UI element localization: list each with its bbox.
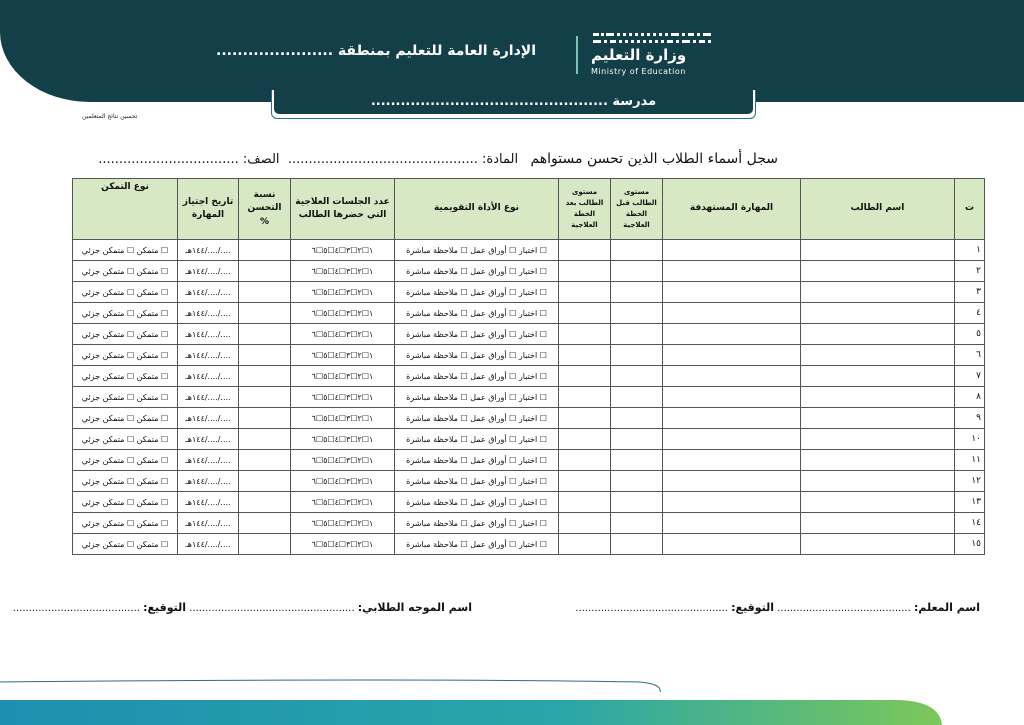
target-skill-cell[interactable] [663, 471, 801, 492]
row-index: ١٥ [955, 534, 985, 555]
sessions-options[interactable]: ١☐٢☐٣☐٤☐٥☐٦ [291, 513, 395, 534]
improvement-rate-cell[interactable] [239, 261, 291, 282]
level-before-cell[interactable] [611, 450, 663, 471]
teacher-name-label: اسم المعلم: [913, 601, 980, 614]
row-index: ١٠ [955, 429, 985, 450]
improvement-rate-cell[interactable] [239, 282, 291, 303]
level-after-cell[interactable] [559, 408, 611, 429]
target-skill-cell[interactable] [663, 366, 801, 387]
education-administration-line: الإدارة العامة للتعليم بمنطقة ...................... [216, 43, 536, 59]
table-row [73, 345, 985, 366]
level-after-cell[interactable] [559, 261, 611, 282]
assessment-tool-options[interactable]: ☐ اختبار ☐ أوراق عمل ☐ ملاحظة مباشرة [395, 261, 559, 282]
mastery-options[interactable]: ☐ متمكن ☐ متمكن جزئي [73, 324, 178, 345]
header-assessment-tool: نوع الأداة التقويمية [395, 179, 559, 240]
logo-english-text: Ministry of Education [591, 67, 686, 76]
sessions-options[interactable]: ١☐٢☐٣☐٤☐٥☐٦ [291, 492, 395, 513]
target-skill-cell[interactable] [663, 345, 801, 366]
table-row [73, 513, 985, 534]
mastery-options[interactable]: ☐ متمكن ☐ متمكن جزئي [73, 345, 178, 366]
advisor-name-label: اسم الموجه الطلابي: [357, 601, 472, 614]
header-mastery-type: نوع التمكن [73, 179, 178, 240]
assessment-tool-options[interactable]: ☐ اختبار ☐ أوراق عمل ☐ ملاحظة مباشرة [395, 534, 559, 555]
side-note: تحسين نتائج المتعلمين [82, 113, 138, 120]
row-index: ٤ [955, 303, 985, 324]
sessions-options[interactable]: ١☐٢☐٣☐٤☐٥☐٦ [291, 261, 395, 282]
advisor-name-line: .................................................... [189, 603, 355, 614]
pass-date-cell: ..../..../١٤٤هـ [178, 324, 239, 345]
assessment-tool-options[interactable]: ☐ اختبار ☐ أوراق عمل ☐ ملاحظة مباشرة [395, 387, 559, 408]
level-after-cell[interactable] [559, 492, 611, 513]
improvement-rate-cell[interactable] [239, 471, 291, 492]
pass-date-cell: ..../..../١٤٤هـ [178, 240, 239, 261]
level-after-cell[interactable] [559, 471, 611, 492]
table-row [73, 492, 985, 513]
mastery-options[interactable]: ☐ متمكن ☐ متمكن جزئي [73, 429, 178, 450]
row-index: ٧ [955, 366, 985, 387]
title-main: سجل أسماء الطلاب الذين تحسن مستواهم [530, 151, 778, 167]
target-skill-cell[interactable] [663, 534, 801, 555]
target-skill-cell[interactable] [663, 492, 801, 513]
assessment-tool-options[interactable]: ☐ اختبار ☐ أوراق عمل ☐ ملاحظة مباشرة [395, 303, 559, 324]
level-before-cell[interactable] [611, 303, 663, 324]
row-index: ١١ [955, 450, 985, 471]
row-index: ٣ [955, 282, 985, 303]
target-skill-cell[interactable] [663, 240, 801, 261]
student-name-cell[interactable] [801, 303, 955, 324]
level-before-cell[interactable] [611, 366, 663, 387]
level-after-cell[interactable] [559, 513, 611, 534]
level-before-cell[interactable] [611, 387, 663, 408]
header-improvement-rate: نسبة التحسن % [239, 179, 291, 240]
student-name-cell[interactable] [801, 429, 955, 450]
mastery-options[interactable]: ☐ متمكن ☐ متمكن جزئي [73, 450, 178, 471]
assessment-tool-options[interactable]: ☐ اختبار ☐ أوراق عمل ☐ ملاحظة مباشرة [395, 471, 559, 492]
row-index: ٩ [955, 408, 985, 429]
teacher-name-line: .......................................... [777, 603, 911, 614]
improvement-rate-cell[interactable] [239, 492, 291, 513]
sessions-options[interactable]: ١☐٢☐٣☐٤☐٥☐٦ [291, 324, 395, 345]
level-before-cell[interactable] [611, 513, 663, 534]
sessions-options[interactable]: ١☐٢☐٣☐٤☐٥☐٦ [291, 303, 395, 324]
student-name-cell[interactable] [801, 534, 955, 555]
sessions-options[interactable]: ١☐٢☐٣☐٤☐٥☐٦ [291, 240, 395, 261]
level-before-cell[interactable] [611, 534, 663, 555]
improvement-rate-cell[interactable] [239, 345, 291, 366]
sessions-options[interactable]: ١☐٢☐٣☐٤☐٥☐٦ [291, 429, 395, 450]
header-level-before: مستوى الطالب قبل الخطة العلاجية [611, 179, 663, 240]
table-row [73, 303, 985, 324]
target-skill-cell[interactable] [663, 429, 801, 450]
level-before-cell[interactable] [611, 492, 663, 513]
sessions-options[interactable]: ١☐٢☐٣☐٤☐٥☐٦ [291, 345, 395, 366]
table-body [73, 240, 985, 555]
student-name-cell[interactable] [801, 513, 955, 534]
level-before-cell[interactable] [611, 408, 663, 429]
row-index: ٥ [955, 324, 985, 345]
student-name-cell[interactable] [801, 492, 955, 513]
assessment-tool-options[interactable]: ☐ اختبار ☐ أوراق عمل ☐ ملاحظة مباشرة [395, 324, 559, 345]
student-name-cell[interactable] [801, 450, 955, 471]
assessment-tool-options[interactable]: ☐ اختبار ☐ أوراق عمل ☐ ملاحظة مباشرة [395, 282, 559, 303]
pass-date-cell: ..../..../١٤٤هـ [178, 429, 239, 450]
pass-date-cell: ..../..../١٤٤هـ [178, 408, 239, 429]
title-subject: المادة: .............................................. [287, 152, 519, 167]
row-index: ١٣ [955, 492, 985, 513]
assessment-tool-options[interactable]: ☐ اختبار ☐ أوراق عمل ☐ ملاحظة مباشرة [395, 513, 559, 534]
assessment-tool-options[interactable]: ☐ اختبار ☐ أوراق عمل ☐ ملاحظة مباشرة [395, 450, 559, 471]
table-row [73, 387, 985, 408]
table-row [73, 240, 985, 261]
table-row [73, 408, 985, 429]
mastery-options[interactable]: ☐ متمكن ☐ متمكن جزئي [73, 534, 178, 555]
student-name-cell[interactable] [801, 345, 955, 366]
table-row [73, 366, 985, 387]
mastery-options[interactable]: ☐ متمكن ☐ متمكن جزئي [73, 513, 178, 534]
assessment-tool-options[interactable]: ☐ اختبار ☐ أوراق عمل ☐ ملاحظة مباشرة [395, 429, 559, 450]
level-after-cell[interactable] [559, 450, 611, 471]
sessions-options[interactable]: ١☐٢☐٣☐٤☐٥☐٦ [291, 450, 395, 471]
student-name-cell[interactable] [801, 261, 955, 282]
teacher-signature-line: ................................................ [575, 603, 728, 614]
mastery-options[interactable]: ☐ متمكن ☐ متمكن جزئي [73, 261, 178, 282]
advisor-signature-line: ........................................ [12, 603, 140, 614]
student-name-cell[interactable] [801, 387, 955, 408]
mastery-options[interactable]: ☐ متمكن ☐ متمكن جزئي [73, 492, 178, 513]
pass-date-cell: ..../..../١٤٤هـ [178, 387, 239, 408]
table-row [73, 450, 985, 471]
footer-decoration [0, 672, 1024, 725]
improvement-rate-cell[interactable] [239, 303, 291, 324]
table-row [73, 324, 985, 345]
pass-date-cell: ..../..../١٤٤هـ [178, 471, 239, 492]
page-title [98, 151, 778, 167]
level-after-cell[interactable] [559, 429, 611, 450]
pass-date-cell: ..../..../١٤٤هـ [178, 492, 239, 513]
level-after-cell[interactable] [559, 324, 611, 345]
level-before-cell[interactable] [611, 240, 663, 261]
header-sessions-count: عدد الجلسات العلاجية التي حضرها الطالب [291, 179, 395, 240]
logo-divider [576, 36, 578, 74]
level-after-cell[interactable] [559, 303, 611, 324]
row-index: ٢ [955, 261, 985, 282]
target-skill-cell[interactable] [663, 324, 801, 345]
student-name-cell[interactable] [801, 366, 955, 387]
level-after-cell[interactable] [559, 282, 611, 303]
row-index: ٦ [955, 345, 985, 366]
target-skill-cell[interactable] [663, 303, 801, 324]
header-target-skill: المهارة المستهدفة [663, 179, 801, 240]
sessions-options[interactable]: ١☐٢☐٣☐٤☐٥☐٦ [291, 534, 395, 555]
improvement-rate-cell[interactable] [239, 387, 291, 408]
pass-date-cell: ..../..../١٤٤هـ [178, 450, 239, 471]
target-skill-cell[interactable] [663, 387, 801, 408]
level-after-cell[interactable] [559, 387, 611, 408]
sessions-options[interactable]: ١☐٢☐٣☐٤☐٥☐٦ [291, 408, 395, 429]
mastery-options[interactable]: ☐ متمكن ☐ متمكن جزئي [73, 471, 178, 492]
header-student-name: اسم الطالب [801, 179, 955, 240]
target-skill-cell[interactable] [663, 450, 801, 471]
table-row [73, 261, 985, 282]
target-skill-cell[interactable] [663, 513, 801, 534]
row-index: ١٤ [955, 513, 985, 534]
pass-date-cell: ..../..../١٤٤هـ [178, 534, 239, 555]
row-index: ١٢ [955, 471, 985, 492]
table-row [73, 471, 985, 492]
sessions-options[interactable]: ١☐٢☐٣☐٤☐٥☐٦ [291, 366, 395, 387]
header-pass-date: تاريخ اجتياز المهارة [178, 179, 239, 240]
assessment-tool-options[interactable]: ☐ اختبار ☐ أوراق عمل ☐ ملاحظة مباشرة [395, 366, 559, 387]
table-row [73, 282, 985, 303]
level-before-cell[interactable] [611, 261, 663, 282]
improvement-rate-cell[interactable] [239, 324, 291, 345]
sessions-options[interactable]: ١☐٢☐٣☐٤☐٥☐٦ [291, 387, 395, 408]
mastery-options[interactable]: ☐ متمكن ☐ متمكن جزئي [73, 366, 178, 387]
pass-date-cell: ..../..../١٤٤هـ [178, 366, 239, 387]
sessions-options[interactable]: ١☐٢☐٣☐٤☐٥☐٦ [291, 471, 395, 492]
teacher-signature-row [575, 601, 980, 614]
pass-date-cell: ..../..../١٤٤هـ [178, 303, 239, 324]
logo-arabic-text: وزارة التعليم [591, 46, 687, 64]
teacher-signature-label: التوقيع: [731, 601, 775, 614]
level-after-cell[interactable] [559, 345, 611, 366]
row-index: ١ [955, 240, 985, 261]
level-after-cell[interactable] [559, 366, 611, 387]
improvement-rate-cell[interactable] [239, 429, 291, 450]
level-after-cell[interactable] [559, 240, 611, 261]
assessment-tool-options[interactable]: ☐ اختبار ☐ أوراق عمل ☐ ملاحظة مباشرة [395, 345, 559, 366]
mastery-options[interactable]: ☐ متمكن ☐ متمكن جزئي [73, 387, 178, 408]
pass-date-cell: ..../..../١٤٤هـ [178, 261, 239, 282]
students-improvement-table [72, 178, 985, 555]
header-level-after: مستوى الطالب بعد الخطة العلاجية [559, 179, 611, 240]
level-before-cell[interactable] [611, 324, 663, 345]
header-index: ت [955, 179, 985, 240]
level-before-cell[interactable] [611, 345, 663, 366]
level-before-cell[interactable] [611, 429, 663, 450]
title-grade: الصف: .................................. [98, 152, 280, 167]
improvement-rate-cell[interactable] [239, 513, 291, 534]
school-name-label: مدرسة ................................................ [274, 90, 753, 114]
assessment-tool-options[interactable]: ☐ اختبار ☐ أوراق عمل ☐ ملاحظة مباشرة [395, 408, 559, 429]
improvement-rate-cell[interactable] [239, 240, 291, 261]
mastery-options[interactable]: ☐ متمكن ☐ متمكن جزئي [73, 282, 178, 303]
target-skill-cell[interactable] [663, 408, 801, 429]
table-row [73, 534, 985, 555]
advisor-signature-row [13, 601, 472, 614]
student-name-cell[interactable] [801, 282, 955, 303]
improvement-rate-cell[interactable] [239, 408, 291, 429]
table-row [73, 429, 985, 450]
mastery-options[interactable]: ☐ متمكن ☐ متمكن جزئي [73, 240, 178, 261]
assessment-tool-options[interactable]: ☐ اختبار ☐ أوراق عمل ☐ ملاحظة مباشرة [395, 240, 559, 261]
pass-date-cell: ..../..../١٤٤هـ [178, 282, 239, 303]
level-before-cell[interactable] [611, 471, 663, 492]
row-index: ٨ [955, 387, 985, 408]
student-name-cell[interactable] [801, 324, 955, 345]
student-name-cell[interactable] [801, 471, 955, 492]
mastery-options[interactable]: ☐ متمكن ☐ متمكن جزئي [73, 408, 178, 429]
improvement-rate-cell[interactable] [239, 366, 291, 387]
ministry-logo [585, 30, 725, 78]
student-name-cell[interactable] [801, 240, 955, 261]
pass-date-cell: ..../..../١٤٤هـ [178, 345, 239, 366]
school-name-box [271, 90, 756, 119]
mastery-options[interactable]: ☐ متمكن ☐ متمكن جزئي [73, 303, 178, 324]
level-before-cell[interactable] [611, 282, 663, 303]
level-after-cell[interactable] [559, 534, 611, 555]
pass-date-cell: ..../..../١٤٤هـ [178, 513, 239, 534]
advisor-signature-label: التوقيع: [143, 601, 187, 614]
sessions-options[interactable]: ١☐٢☐٣☐٤☐٥☐٦ [291, 282, 395, 303]
assessment-tool-options[interactable]: ☐ اختبار ☐ أوراق عمل ☐ ملاحظة مباشرة [395, 492, 559, 513]
target-skill-cell[interactable] [663, 282, 801, 303]
target-skill-cell[interactable] [663, 261, 801, 282]
student-name-cell[interactable] [801, 408, 955, 429]
improvement-rate-cell[interactable] [239, 450, 291, 471]
improvement-rate-cell[interactable] [239, 534, 291, 555]
